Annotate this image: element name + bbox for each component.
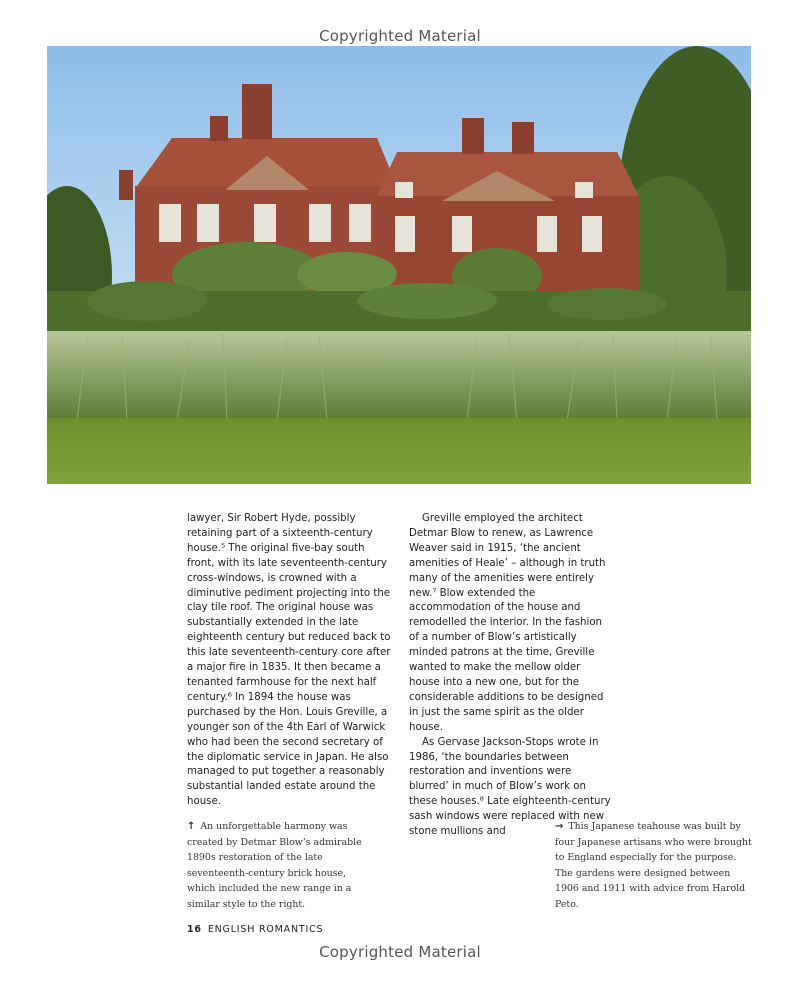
caption-right-text: This Japanese teahouse was built by four Japanese artisans who were brought to England especially for the purpose. The gardens were designed between 1906 and 1911 with advice from Harold Peto.	[555, 821, 752, 910]
body-paragraph: As Gervase Jackson-Stops wrote in 1986, ‘the boundaries between restoration and inventions were blurred’ in much of Blow’s work on these houses.⁸ Late eighteenth-century sash windows were replaced with new stone mullions and	[409, 736, 611, 838]
caption-left	[187, 819, 377, 912]
page-footer	[187, 924, 323, 935]
body-paragraph: Greville employed the architect Detmar Blow to renew, as Lawrence Weaver said in 1915, ‘the ancient amenities of Heale’ – although in truth many of the amenities were entirely new.⁷ Blow extended the accommodation of the house and remodelled the interior. In the fashion of a number of Blow’s artistically minded patrons at the time, Greville wanted to make the mellow older house into a new one, but for the considerable additions to be designed in just the same spirit as the older house.	[409, 513, 606, 733]
running-title: ENGLISH ROMANTICS	[207, 924, 324, 935]
watermark-top: Copyrighted Material	[319, 27, 481, 45]
page-number: 16	[187, 924, 202, 935]
caption-left-text: An unforgettable harmony was created by Detmar Blow’s admirable 1890s restoration of the late seventeenth-century brick house, which included the new range in a similar style to the right.	[187, 821, 362, 910]
house-photograph	[47, 46, 751, 484]
arrow-right-icon: →	[555, 821, 564, 832]
body-text-column-left	[187, 512, 392, 810]
body-paragraph: lawyer, Sir Robert Hyde, possibly retaining part of a sixteenth-century house.⁵ The original five-bay south front, with its late seventeenth-century cross-windows, is crowned with a diminutive pediment projecting into the clay tile roof. The original house was substantially extended in the late eighteenth century but reduced back to this late seventeenth-century core after a major fire in 1835. It then became a tenanted farmhouse for the next half century.⁶ In 1894 the house was purchased by the Hon. Louis Greville, a younger son of the 4th Earl of Warwick who had been the second secretary of the diplomatic service in Japan. He also managed to put together a reasonably substantial landed estate around the house.	[187, 513, 391, 808]
arrow-up-icon: ↑	[187, 821, 196, 832]
watermark-bottom: Copyrighted Material	[319, 943, 481, 961]
caption-right	[555, 819, 755, 912]
body-text-column-right	[409, 512, 611, 840]
